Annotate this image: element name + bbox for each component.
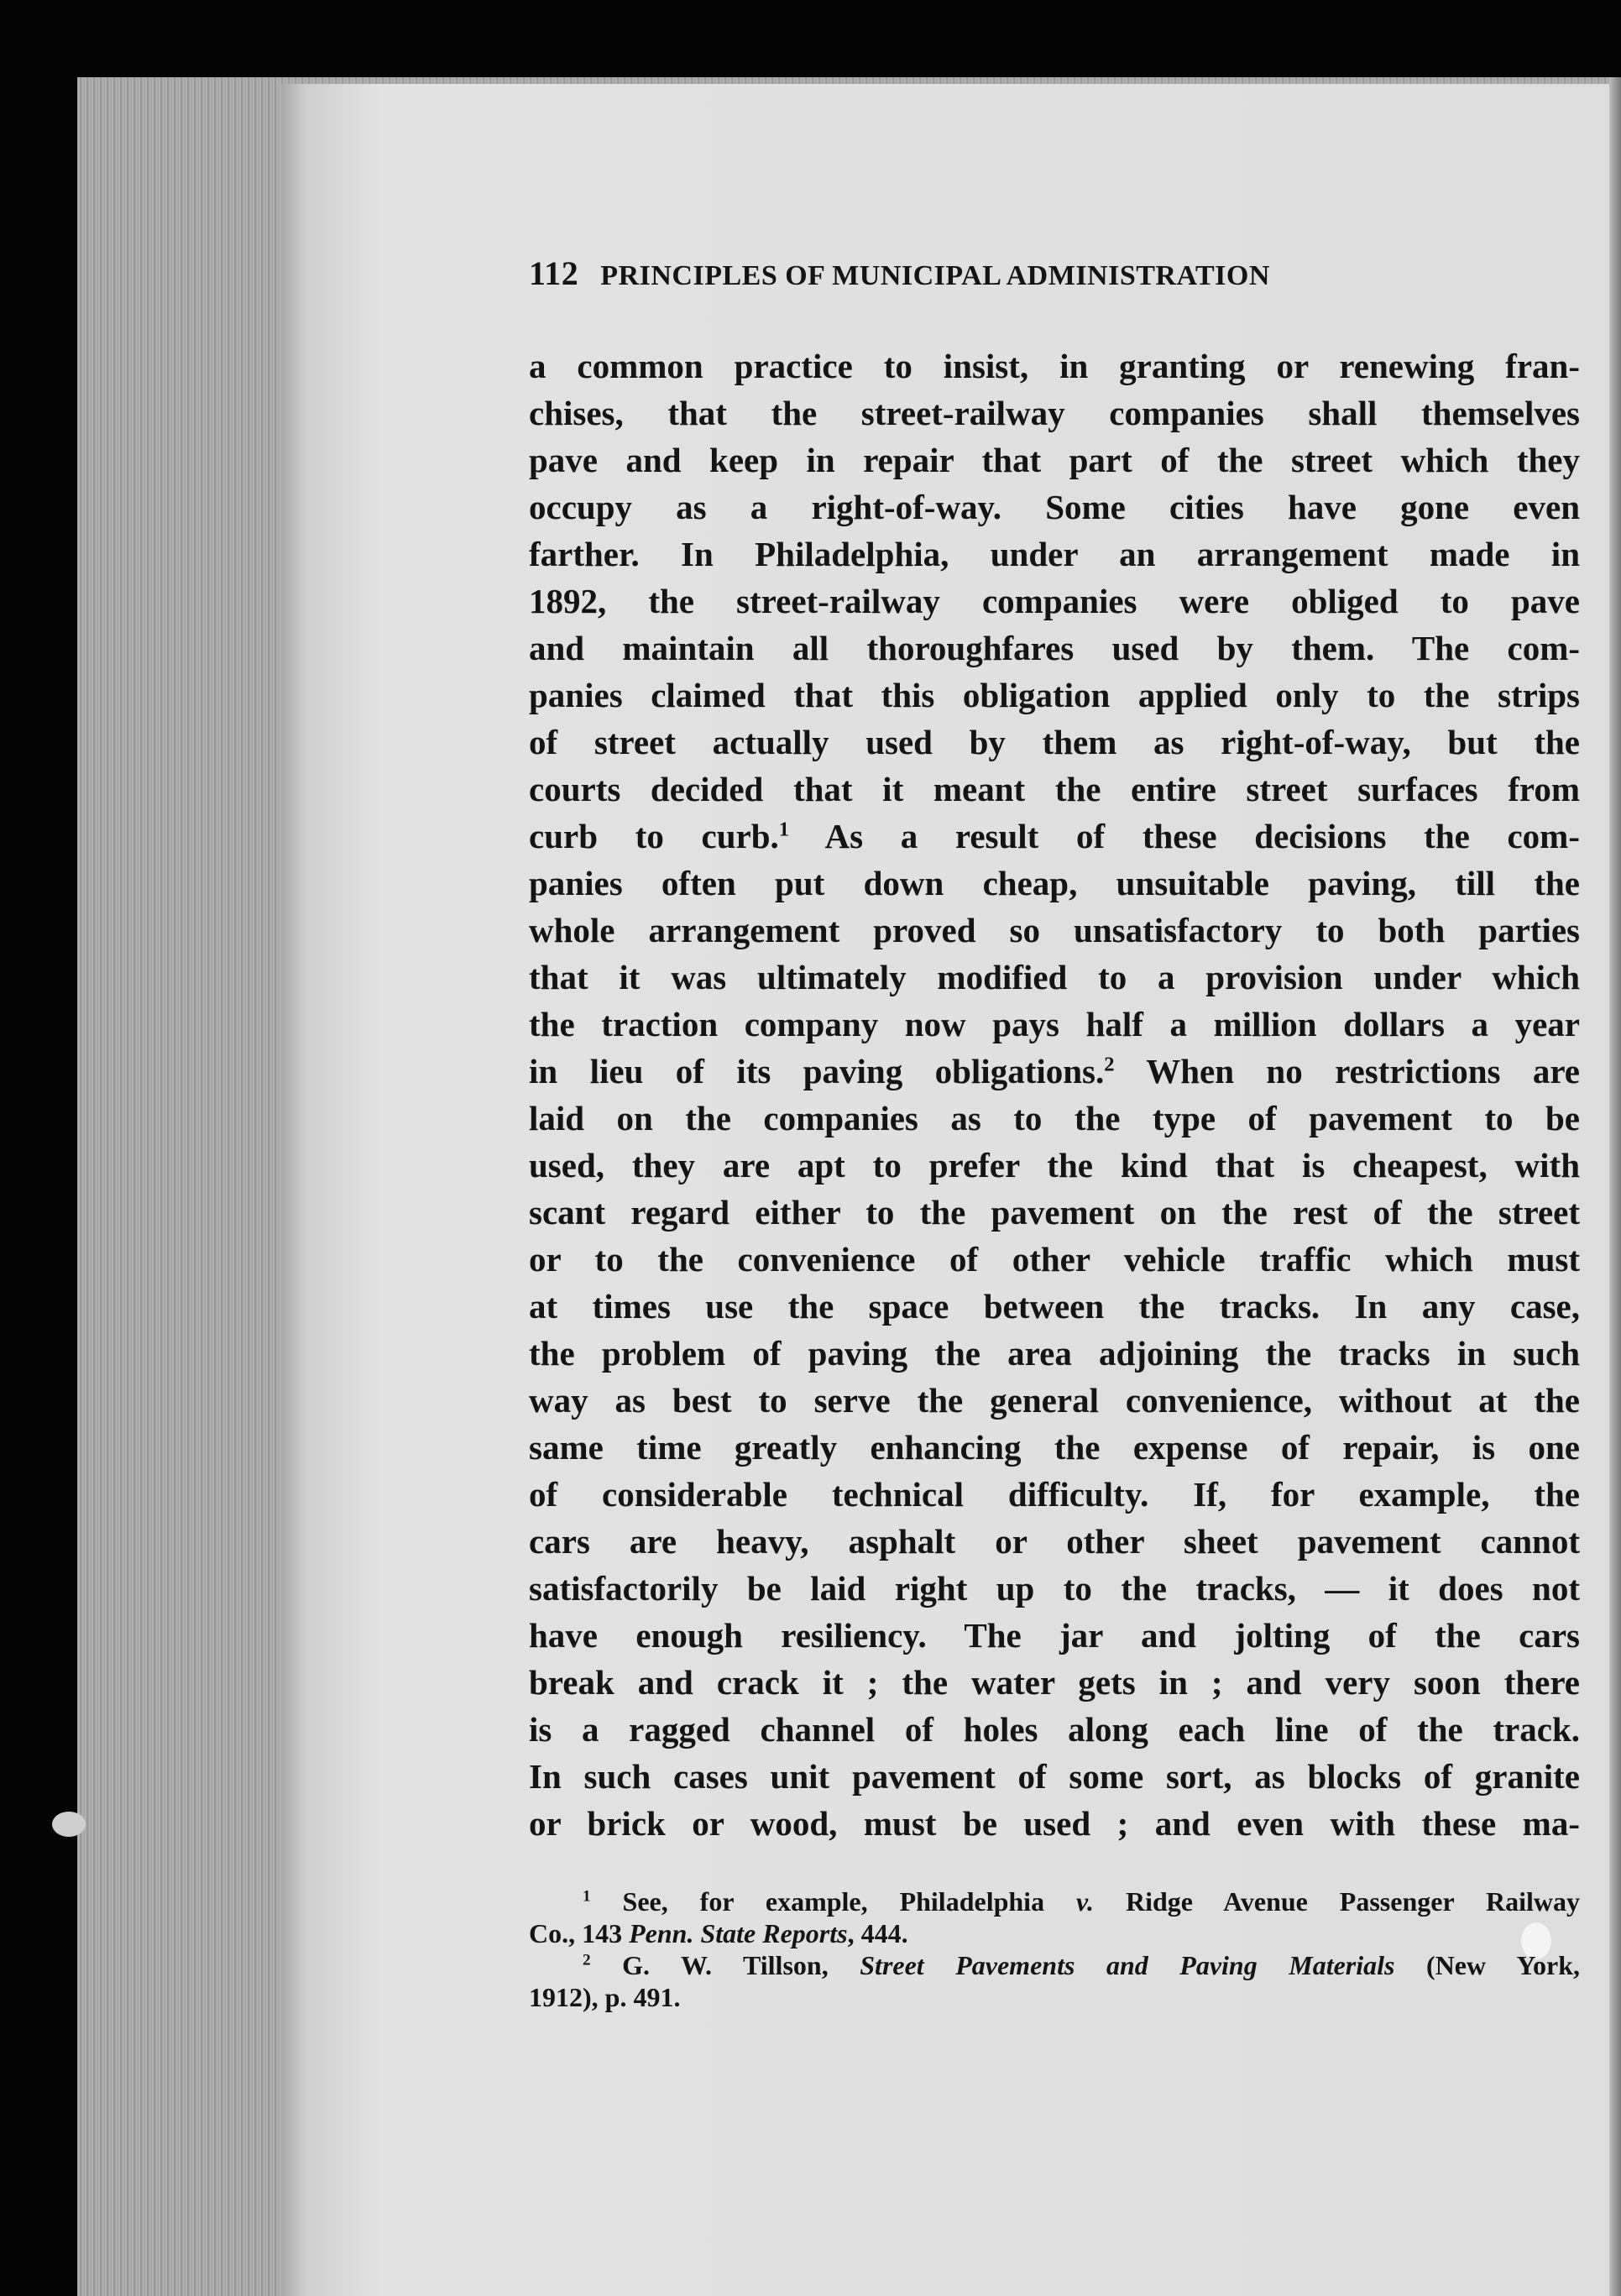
footnote-marker-1: 1 <box>778 818 790 841</box>
text-segment: As a result of these decisions the com- <box>789 817 1580 855</box>
footnotes <box>529 1885 1580 2013</box>
text-line: and maintain all thoroughfares used by them. The com- <box>529 629 1580 667</box>
text-line: a common practice to insist, in granting or renewing fran- <box>529 347 1580 385</box>
footnote-2-line <box>529 1949 1580 1981</box>
body-paragraph <box>529 343 1580 1847</box>
text-line: at times use the space between the tracks. In any case, <box>529 1287 1580 1326</box>
text-line: whole arrangement proved so unsatisfactory to both parties <box>529 911 1580 949</box>
text-line: or to the convenience of other vehicle traffic which must <box>529 1240 1580 1279</box>
text-line: scant regard either to the pavement on the rest of the street <box>529 1193 1580 1232</box>
page-number: 112 <box>529 254 579 292</box>
page-right-edge <box>1609 77 1621 2296</box>
footnote-text-italic: v. <box>1076 1886 1095 1917</box>
text-line: of street actually used by them as right-of-way, but the <box>529 723 1580 761</box>
text-line: 1892, the street-railway companies were obliged to pave <box>529 582 1580 620</box>
text-line: or brick or wood, must be used ; and even with these ma- <box>529 1804 1580 1843</box>
footnote-text: See, for example, Philadelphia <box>622 1886 1077 1917</box>
footnote-text: G. W. Tillson, <box>622 1950 860 1980</box>
footnote-1-number: 1 <box>583 1887 591 1906</box>
text-segment: in lieu of its paving obligations. <box>529 1052 1105 1090</box>
text-line: occupy as a right-of-way. Some cities have gone even <box>529 488 1580 526</box>
text-line: panies claimed that this obligation applied only to the strips <box>529 676 1580 714</box>
footnote-text: (New York, <box>1394 1950 1581 1980</box>
dust-speck <box>52 1812 86 1837</box>
footnote-marker-2: 2 <box>1104 1053 1115 1076</box>
footnote-2-line: 1912), p. 491. <box>529 1982 681 2012</box>
text-segment: curb to curb. <box>529 817 779 855</box>
text-line: In such cases unit pavement of some sort, as blocks of granite <box>529 1757 1580 1796</box>
running-head <box>529 248 1580 299</box>
text-line: the traction company now pays half a million dollars a year <box>529 1005 1580 1043</box>
text-line: of considerable technical difficulty. If, for example, the <box>529 1475 1580 1514</box>
text-line: chises, that the street-railway companies shall themselves <box>529 394 1580 432</box>
footnote-1-line <box>529 1917 1580 1949</box>
text-line-with-footnote-1 <box>529 813 1580 860</box>
book-title: PRINCIPLES OF MUNICIPAL ADMINISTRATION <box>600 260 1270 291</box>
text-line: have enough resiliency. The jar and jolting of the cars <box>529 1616 1580 1655</box>
text-line-with-footnote-2 <box>529 1048 1580 1095</box>
text-segment: When no restrictions are <box>1114 1052 1581 1090</box>
text-line: courts decided that it meant the entire street surfaces from <box>529 770 1580 808</box>
text-line: break and crack it ; the water gets in ; and very soon there <box>529 1663 1580 1702</box>
footnote-text: Ridge Avenue Passenger Railway <box>1094 1886 1581 1917</box>
text-line: satisfactorily be laid right up to the tracks, — it does not <box>529 1569 1580 1608</box>
footnote-text-italic: Street Pavements and Paving Materials <box>860 1950 1395 1980</box>
text-line: way as best to serve the general convenience, without at the <box>529 1381 1580 1420</box>
text-line: laid on the companies as to the type of pavement to be <box>529 1099 1580 1138</box>
footnote-2-number: 2 <box>583 1951 591 1969</box>
footnote-text-italic: Penn. State Reports <box>629 1918 848 1948</box>
footnote-1-line <box>529 1885 1580 1917</box>
text-line: that it was ultimately modified to a provision under which <box>529 958 1580 996</box>
text-line: is a ragged channel of holes along each line of the track. <box>529 1710 1580 1749</box>
text-line: cars are heavy, asphalt or other sheet pavement cannot <box>529 1522 1580 1561</box>
text-line: panies often put down cheap, unsuitable paving, till the <box>529 864 1580 902</box>
text-line: used, they are apt to prefer the kind that is cheapest, with <box>529 1146 1580 1185</box>
text-line: same time greatly enhancing the expense of repair, is one <box>529 1428 1580 1467</box>
text-line: the problem of paving the area adjoining the tracks in such <box>529 1334 1580 1373</box>
text-line: farther. In Philadelphia, under an arrangement made in <box>529 535 1580 573</box>
footnote-text: , 444. <box>847 1918 908 1948</box>
text-line: pave and keep in repair that part of the street which they <box>529 441 1580 479</box>
text-block <box>529 248 1580 2013</box>
footnote-text: Co., 143 <box>529 1918 630 1948</box>
